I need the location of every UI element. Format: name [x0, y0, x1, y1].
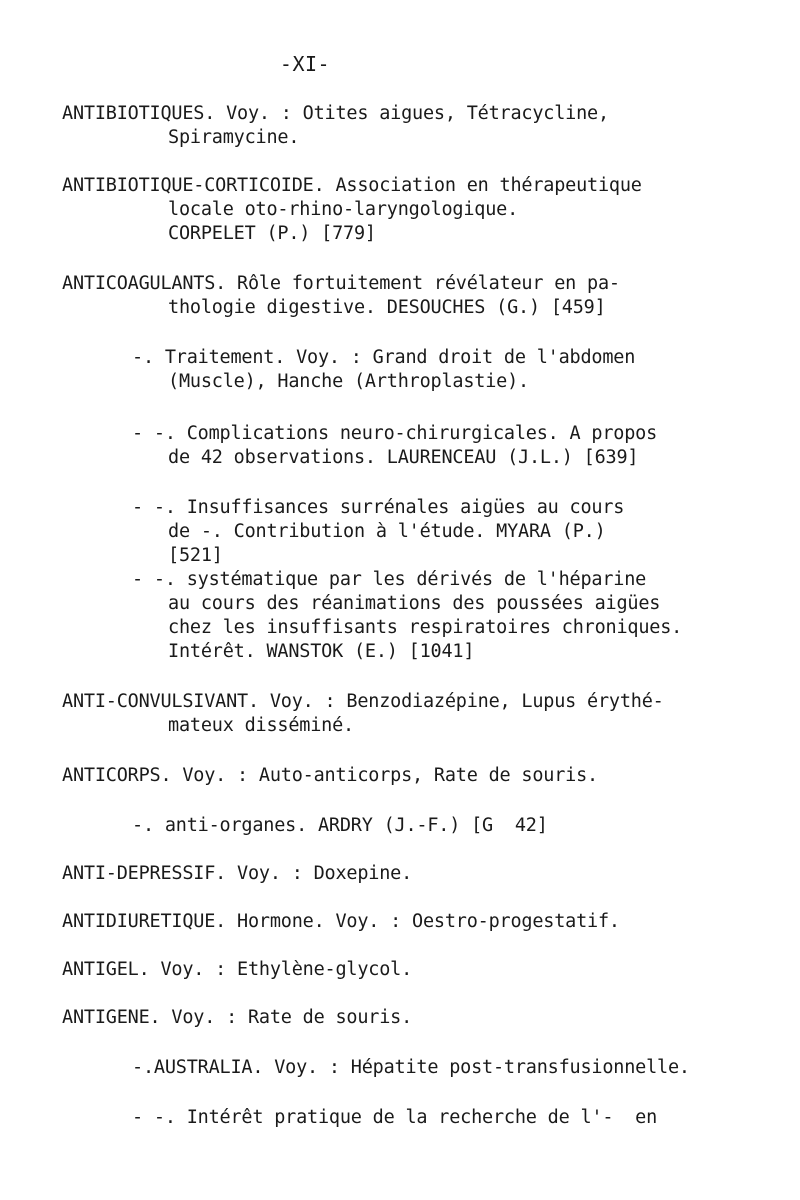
entry-line: au cours des réanimations des poussées aigües	[168, 593, 661, 614]
entry-line: - -. Complications neuro-chirurgicales. A propos	[132, 423, 658, 444]
entry-line: - -. systématique par les dérivés de l'héparine	[132, 569, 647, 590]
entry-line: -. Traitement. Voy. : Grand droit de l'abdomen	[132, 347, 636, 368]
entry-line: ANTIDIURETIQUE. Hormone. Voy. : Oestro-progestatif.	[62, 911, 620, 932]
entry-line: - -. Insuffisances surrénales aigües au cours	[132, 497, 625, 518]
entry-line: - -. Intérêt pratique de la recherche de l'- en	[132, 1107, 658, 1128]
entry-line: ANTIBIOTIQUE-CORTICOIDE. Association en thérapeutique	[62, 175, 642, 196]
entry-line: de 42 observations. LAURENCEAU (J.L.) [639]	[168, 447, 639, 468]
entry-line: mateux disséminé.	[168, 715, 354, 736]
entry-line: [521]	[168, 545, 223, 566]
entry-line: ANTICOAGULANTS. Rôle fortuitement révélateur en pa-	[62, 273, 620, 294]
entry-line: ANTIGENE. Voy. : Rate de souris.	[62, 1007, 413, 1028]
entry-line: thologie digestive. DESOUCHES (G.) [459]	[168, 297, 606, 318]
entry-line: (Muscle), Hanche (Arthroplastie).	[168, 371, 529, 392]
entry-line: locale oto-rhino-laryngologique.	[168, 199, 519, 220]
entry-line: CORPELET (P.) [779]	[168, 223, 376, 244]
entry-line: ANTI-DEPRESSIF. Voy. : Doxepine.	[62, 863, 413, 884]
entry-line: de -. Contribution à l'étude. MYARA (P.)	[168, 521, 606, 542]
entry-line: -. anti-organes. ARDRY (J.-F.) [G 42]	[132, 815, 548, 836]
entry-line: Spiramycine.	[168, 127, 300, 148]
entry-line: ANTICORPS. Voy. : Auto-anticorps, Rate de souris.	[62, 765, 598, 786]
entry-line: Intérêt. WANSTOK (E.) [1041]	[168, 641, 475, 662]
entry-line: ANTIGEL. Voy. : Ethylène-glycol.	[62, 959, 413, 980]
entry-line: -.AUSTRALIA. Voy. : Hépatite post-transfusionnelle.	[132, 1057, 690, 1078]
entry-line: chez les insuffisants respiratoires chroniques.	[168, 617, 683, 638]
entry-line: ANTIBIOTIQUES. Voy. : Otites aigues, Tétracycline,	[62, 103, 609, 124]
entry-line: ANTI-CONVULSIVANT. Voy. : Benzodiazépine, Lupus érythé-	[62, 691, 664, 712]
page-number: -XI-	[279, 52, 331, 76]
